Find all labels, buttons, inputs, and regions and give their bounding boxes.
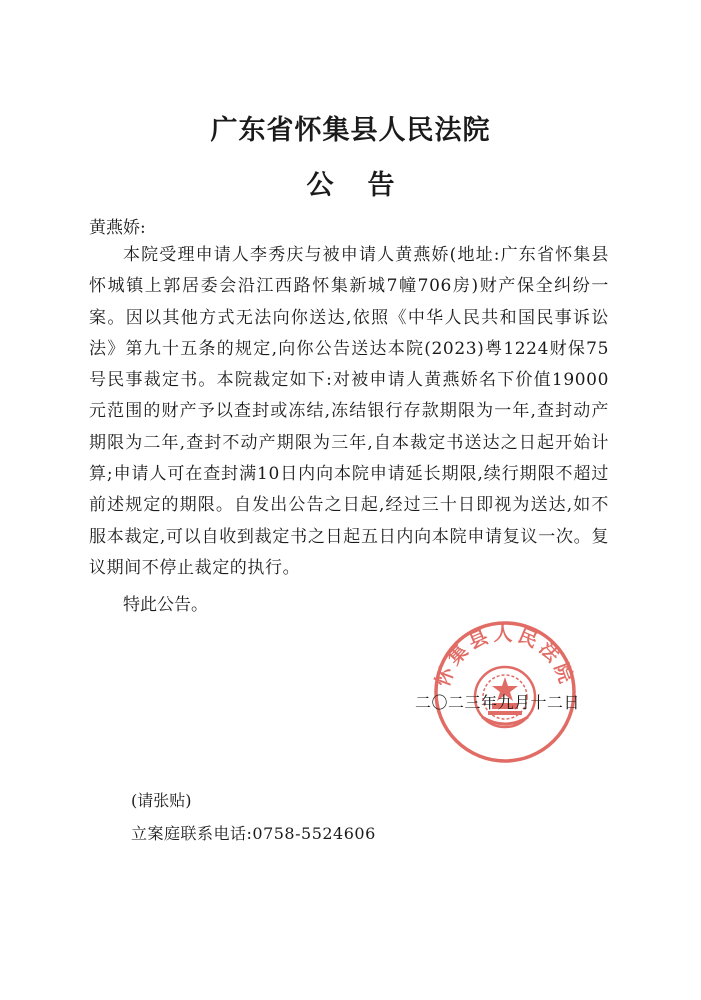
addressee: 黄燕娇:: [89, 218, 146, 238]
posting-note: (请张贴): [131, 791, 192, 810]
contact-phone: 立案庭联系电话:0758-5524606: [131, 824, 376, 843]
notice-body: 本院受理申请人李秀庆与被申请人黄燕娇(地址:广东省怀集县怀城镇上郭居委会沿江西路怀集新城7幢706房)财产保全纠纷一案。因以其他方式无法向你送达,依照《中华人民共和国民事诉讼法》第九十五条的规定,向你公告送达本院(2023)粤1224财保75号民事裁定书。本院裁定如下:对被申请人黄燕娇名下价值19000元范围的财产予以查封或冻结,冻结银行存款期限为一年,查封动产期限为二年,查封不动产期限为三年,自本裁定书送达之日起开始计算;申请人可在查封满10日内向本院申请延长期限,续行期限不超过前述规定的期限。自发出公告之日起,经过三十日即视为送达,如不服本裁定,可以自收到裁定书之日起五日内向本院申请复议一次。复议期间不停止裁定的执行。: [89, 245, 609, 578]
seal-lettering: 怀集县人民法院: [431, 623, 579, 690]
issue-date: 二〇二三年九月十二日: [415, 693, 581, 712]
notice-title: 公告: [306, 170, 429, 201]
closing-line: 特此公告。: [123, 595, 208, 615]
court-name-heading: 广东省怀集县人民法院: [210, 115, 491, 146]
